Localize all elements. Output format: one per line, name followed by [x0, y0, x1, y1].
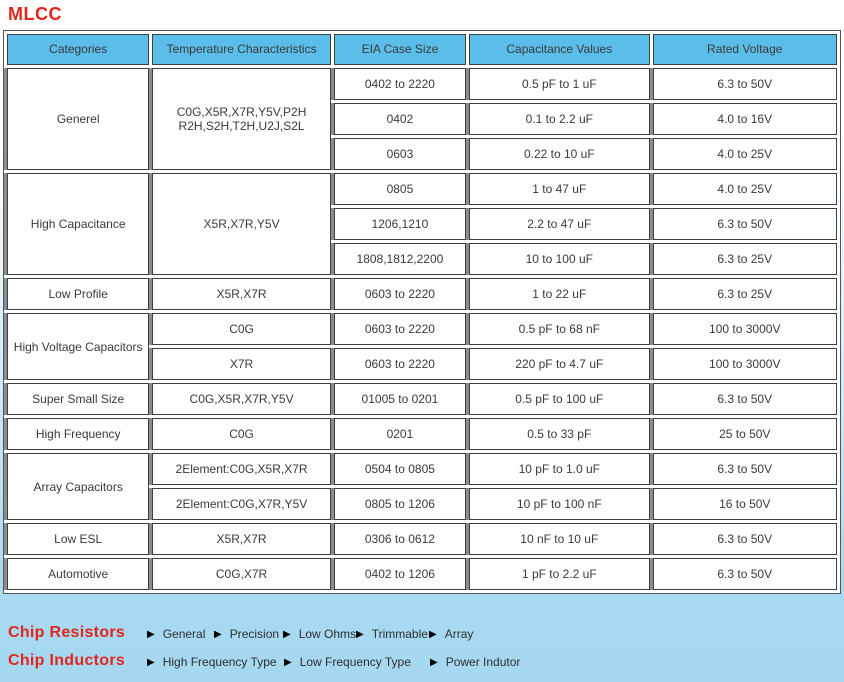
cell-voltage: 6.3 to 50V	[653, 68, 837, 100]
cell-category: Low ESL	[7, 523, 149, 555]
cell-capacitance: 10 to 100 uF	[469, 243, 649, 275]
table-row	[7, 418, 837, 450]
item-label: High Frequency Type	[162, 655, 277, 669]
cell-capacitance: 0.1 to 2.2 uF	[469, 103, 649, 135]
cell-capacitance: 2.2 to 47 uF	[469, 208, 649, 240]
chip-inductors-heading: Chip Inductors	[8, 652, 126, 669]
cell-eia: 0805 to 1206	[334, 488, 466, 520]
arrow-icon: ▶	[283, 629, 291, 640]
table-row	[7, 383, 837, 415]
cell-capacitance: 0.5 pF to 100 uF	[469, 383, 649, 415]
cell-voltage: 6.3 to 50V	[653, 208, 837, 240]
arrow-icon: ▶	[214, 629, 222, 640]
chip-resistors-item-trimmable[interactable]	[356, 627, 428, 641]
cell-capacitance: 0.22 to 10 uF	[469, 138, 649, 170]
item-label: Power Indutor	[445, 655, 521, 669]
cell-voltage: 4.0 to 25V	[653, 173, 837, 205]
cell-temperature: C0G,X5R,X7R,Y5V	[152, 383, 330, 415]
page-title: MLCC	[8, 4, 62, 24]
chip-inductors-item-low-frequency-type[interactable]	[284, 655, 411, 669]
cell-temperature: C0G,X5R,X7R,Y5V,P2H R2H,S2H,T2H,U2J,S2L	[152, 68, 330, 170]
arrow-icon: ▶	[147, 629, 155, 640]
cell-category: Super Small Size	[7, 383, 149, 415]
cell-temperature: C0G	[152, 313, 330, 345]
item-label: Precision	[229, 627, 280, 641]
cell-capacitance: 1 to 22 uF	[469, 278, 649, 310]
cell-capacitance: 0.5 pF to 1 uF	[469, 68, 649, 100]
cell-temperature: X7R	[152, 348, 330, 380]
cell-temperature: X5R,X7R	[152, 278, 330, 310]
mlcc-spec-table	[3, 30, 841, 594]
cell-temperature: 2Element:C0G,X7R,Y5V	[152, 488, 330, 520]
cell-category: High Frequency	[7, 418, 149, 450]
cell-temperature: C0G	[152, 418, 330, 450]
cell-eia: 0603 to 2220	[334, 313, 466, 345]
cell-voltage: 6.3 to 50V	[653, 558, 837, 590]
cell-voltage: 4.0 to 16V	[653, 103, 837, 135]
cell-voltage: 4.0 to 25V	[653, 138, 837, 170]
item-label: Low Frequency Type	[299, 655, 411, 669]
cell-eia: 0805	[334, 173, 466, 205]
cell-voltage: 100 to 3000V	[653, 313, 837, 345]
chip-resistors-item-precision[interactable]	[214, 627, 279, 641]
cell-temperature: C0G,X7R	[152, 558, 330, 590]
cell-category: Low Profile	[7, 278, 149, 310]
arrow-icon: ▶	[147, 657, 155, 668]
arrow-icon: ▶	[429, 629, 437, 640]
cell-eia: 0402 to 1206	[334, 558, 466, 590]
cell-eia: 0402	[334, 103, 466, 135]
cell-category: High Capacitance	[7, 173, 149, 275]
cell-capacitance: 1 pF to 2.2 uF	[469, 558, 649, 590]
cell-category: Automotive	[7, 558, 149, 590]
chip-resistors-row	[0, 624, 844, 646]
cell-capacitance: 1 to 47 uF	[469, 173, 649, 205]
cell-capacitance: 0.5 to 33 pF	[469, 418, 649, 450]
table-row	[7, 278, 837, 310]
cell-eia: 0603 to 2220	[334, 278, 466, 310]
cell-capacitance: 10 pF to 1.0 uF	[469, 453, 649, 485]
cell-category: Array Capacitors	[7, 453, 149, 520]
cell-eia: 0603	[334, 138, 466, 170]
column-header-eia-case-size: EIA Case Size	[334, 34, 466, 65]
cell-eia: 0504 to 0805	[334, 453, 466, 485]
chip-resistors-item-array[interactable]	[429, 627, 473, 641]
item-label: General	[162, 627, 206, 641]
column-header-categories: Categories	[7, 34, 149, 65]
column-header-capacitance-values: Capacitance Values	[469, 34, 649, 65]
cell-eia: 1808,1812,2200	[334, 243, 466, 275]
cell-capacitance: 10 nF to 10 uF	[469, 523, 649, 555]
arrow-icon: ▶	[430, 657, 438, 668]
chip-resistors-item-general[interactable]	[147, 627, 205, 641]
table-row	[7, 68, 837, 100]
column-header-temperature: Temperature Characteristics	[152, 34, 330, 65]
chip-inductors-row	[0, 652, 844, 674]
cell-category: Generel	[7, 68, 149, 170]
cell-voltage: 6.3 to 50V	[653, 453, 837, 485]
table-row	[7, 173, 837, 205]
cell-temperature: 2Element:C0G,X5R,X7R	[152, 453, 330, 485]
cell-eia: 01005 to 0201	[334, 383, 466, 415]
table-header-row	[7, 34, 837, 65]
cell-capacitance: 10 pF to 100 nF	[469, 488, 649, 520]
cell-voltage: 25 to 50V	[653, 418, 837, 450]
column-header-rated-voltage: Rated Voltage	[653, 34, 837, 65]
table-row	[7, 558, 837, 590]
item-label: Low Ohms	[298, 627, 357, 641]
table-row	[7, 313, 837, 345]
cell-eia: 0402 to 2220	[334, 68, 466, 100]
cell-voltage: 100 to 3000V	[653, 348, 837, 380]
chip-inductors-item-high-frequency-type[interactable]	[147, 655, 277, 669]
table-row	[7, 523, 837, 555]
chip-resistors-heading: Chip Resistors	[8, 624, 126, 641]
cell-eia: 0603 to 2220	[334, 348, 466, 380]
cell-eia: 0201	[334, 418, 466, 450]
chip-inductors-item-power-indutor[interactable]	[430, 655, 520, 669]
item-label: Trimmable	[371, 627, 428, 641]
cell-eia: 1206,1210	[334, 208, 466, 240]
cell-category: High Voltage Capacitors	[7, 313, 149, 380]
cell-voltage: 6.3 to 25V	[653, 243, 837, 275]
cell-temperature: X5R,X7R	[152, 523, 330, 555]
cell-voltage: 6.3 to 50V	[653, 523, 837, 555]
cell-temperature: X5R,X7R,Y5V	[152, 173, 330, 275]
cell-voltage: 6.3 to 25V	[653, 278, 837, 310]
cell-capacitance: 220 pF to 4.7 uF	[469, 348, 649, 380]
arrow-icon: ▶	[284, 657, 292, 668]
cell-voltage: 6.3 to 50V	[653, 383, 837, 415]
cell-capacitance: 0.5 pF to 68 nF	[469, 313, 649, 345]
cell-voltage: 16 to 50V	[653, 488, 837, 520]
table-row	[7, 453, 837, 485]
cell-eia: 0306 to 0612	[334, 523, 466, 555]
arrow-icon: ▶	[356, 629, 364, 640]
item-label: Array	[444, 627, 474, 641]
chip-resistors-item-low-ohms[interactable]	[283, 627, 356, 641]
